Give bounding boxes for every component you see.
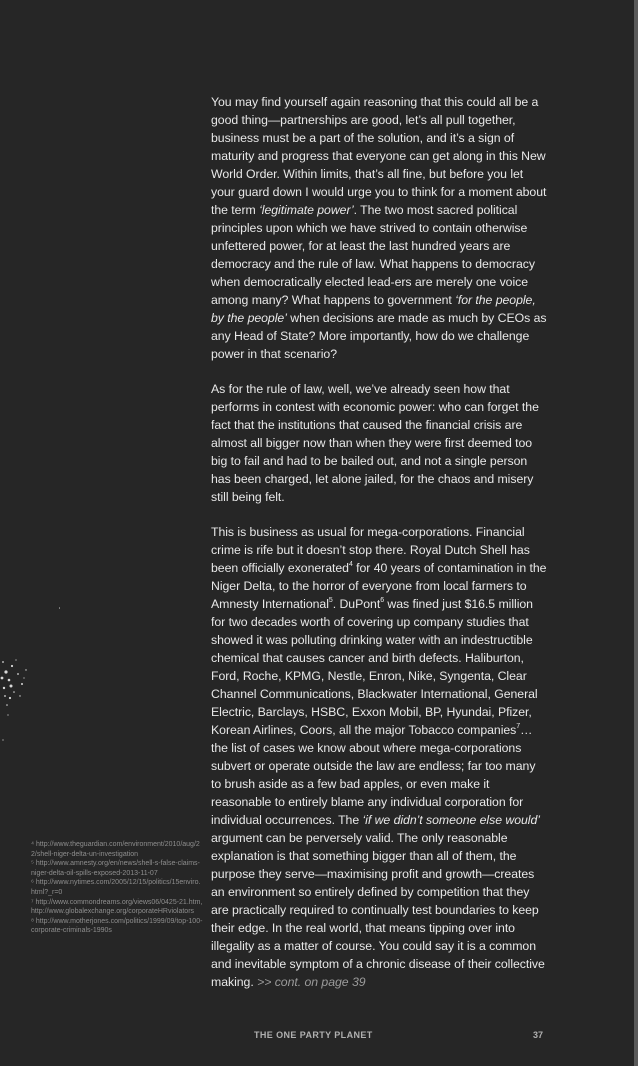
text-run: argument can be perversely valid. The only reasonable explanation is that something bigger than all of them, the purpose they serve—maximising profit and growth—creates an environment so entirely defined by competition that they are practically required to continually test boundaries to keep their edge. In the real world, that means tipping over into illegality as a matter of course. You could say it is a common and inevitable symptom of a chronic disease of their collective making. [211, 831, 545, 989]
footnote-ref: 5 [328, 597, 333, 604]
text-run: was fined just $16.5 million for two decades worth of covering up company studies that showed it was polluting drinking water with an indestructible chemical that causes cancer and birth defects. Haliburton, Ford, Roche, KPMG, Nestle, Enron, Nike, Syngenta, Clear Channel Communications, Blackwater International, General Electric, Barclays, HSBC, Exxon Mobil, BP, Hyundai, Pfizer, Korean Airlines, Coors, all the major Tobacco companies [211, 597, 538, 737]
text-run: This is business as usual for mega-corporations. Financial crime is rife but it doesn’t stop there. Royal Dutch Shell has been officially exonerated [211, 525, 530, 575]
footnotes [31, 840, 203, 936]
footnote-item: ⁶ http://www.nytimes.com/2005/12/15/politics/15enviro.html?_r=0 [31, 879, 201, 896]
page-number: 37 [533, 1030, 544, 1040]
footnote-item: ⁸ http://www.motherjones.com/politics/1999/09/top-100-corporate-criminals-1990s [31, 917, 203, 935]
speckle-texture [0, 600, 60, 760]
italic-phrase: ‘legitimate power’ [259, 203, 354, 217]
text-run: You may find yourself again reasoning that this could all be a good thing—partnerships are good, let’s all pull together, business must be a part of the solution, and it’s a sign of maturity and progress that everyone can get along in this New World Order. Within limits, that’s all fine, but before you let your guard down I would urge you to think for a moment about the term [211, 95, 547, 217]
italic-phrase: ‘for the people, by the people’ [211, 293, 536, 325]
text-run: . DuPont [332, 597, 381, 611]
footnote-item: ⁴ http://www.theguardian.com/environment/2010/aug/22/shell-niger-delta-un-investigation [31, 841, 200, 858]
footnote-ref: 4 [348, 561, 353, 568]
paragraph-rule-of-law: As for the rule of law, well, we’ve already seen how that performs in contest with economic power: who can forget the fact that the institutions that caused the financial crisis are almost all bigger now than when they were first deemed too big to fail and had to be bailed out, and not a single person has been charged, let alone jailed, for the chaos and misery still being felt. [211, 382, 539, 504]
footnote-ref: 6 [380, 597, 385, 604]
text-run: when decisions are made as much by CEOs as any Head of State? More importantly, how do we challenge power in that scenario? [211, 311, 547, 361]
article-body [211, 93, 547, 1008]
continued-link[interactable]: >> cont. on page 39 [257, 975, 366, 989]
footer-title: THE ONE PARTY PLANET [254, 1030, 373, 1040]
text-run: . The two most sacred political principles upon which we have strived to contain otherwise unfettered power, for at least the last hundred years are democracy and the rule of law. What happens to democracy when democratically elected lead-ers are merely one voice among many? What happens to government [211, 203, 535, 307]
paragraph-mega-corporations [211, 523, 547, 991]
footnote-ref: 7 [516, 723, 521, 730]
text-run: … the list of cases we know about where mega-corporations subvert or operate outside the law are endless; far too many to brush aside as a few bad apples, or even make it reasonable to entirely blame any individual corporation for individual occurrences. The [211, 723, 536, 827]
text-run: for 40 years of contamination in the Niger Delta, to the horror of everyone from local farmers to Amnesty International [211, 561, 547, 611]
footnote-item: ⁷ http://www.commondreams.org/views06/0425-21.htm, http://www.globalexchange.org/corporateHRviolators [31, 898, 203, 916]
paragraph-legitimate-power [211, 93, 547, 363]
page-edge [634, 0, 638, 1066]
footnote-item: ⁵ http://www.amnesty.org/en/news/shell-s-false-claims-niger-delta-oil-spills-exposed-2013-11-07 [31, 860, 200, 877]
italic-phrase: ‘if we didn’t someone else would’ [362, 813, 540, 827]
